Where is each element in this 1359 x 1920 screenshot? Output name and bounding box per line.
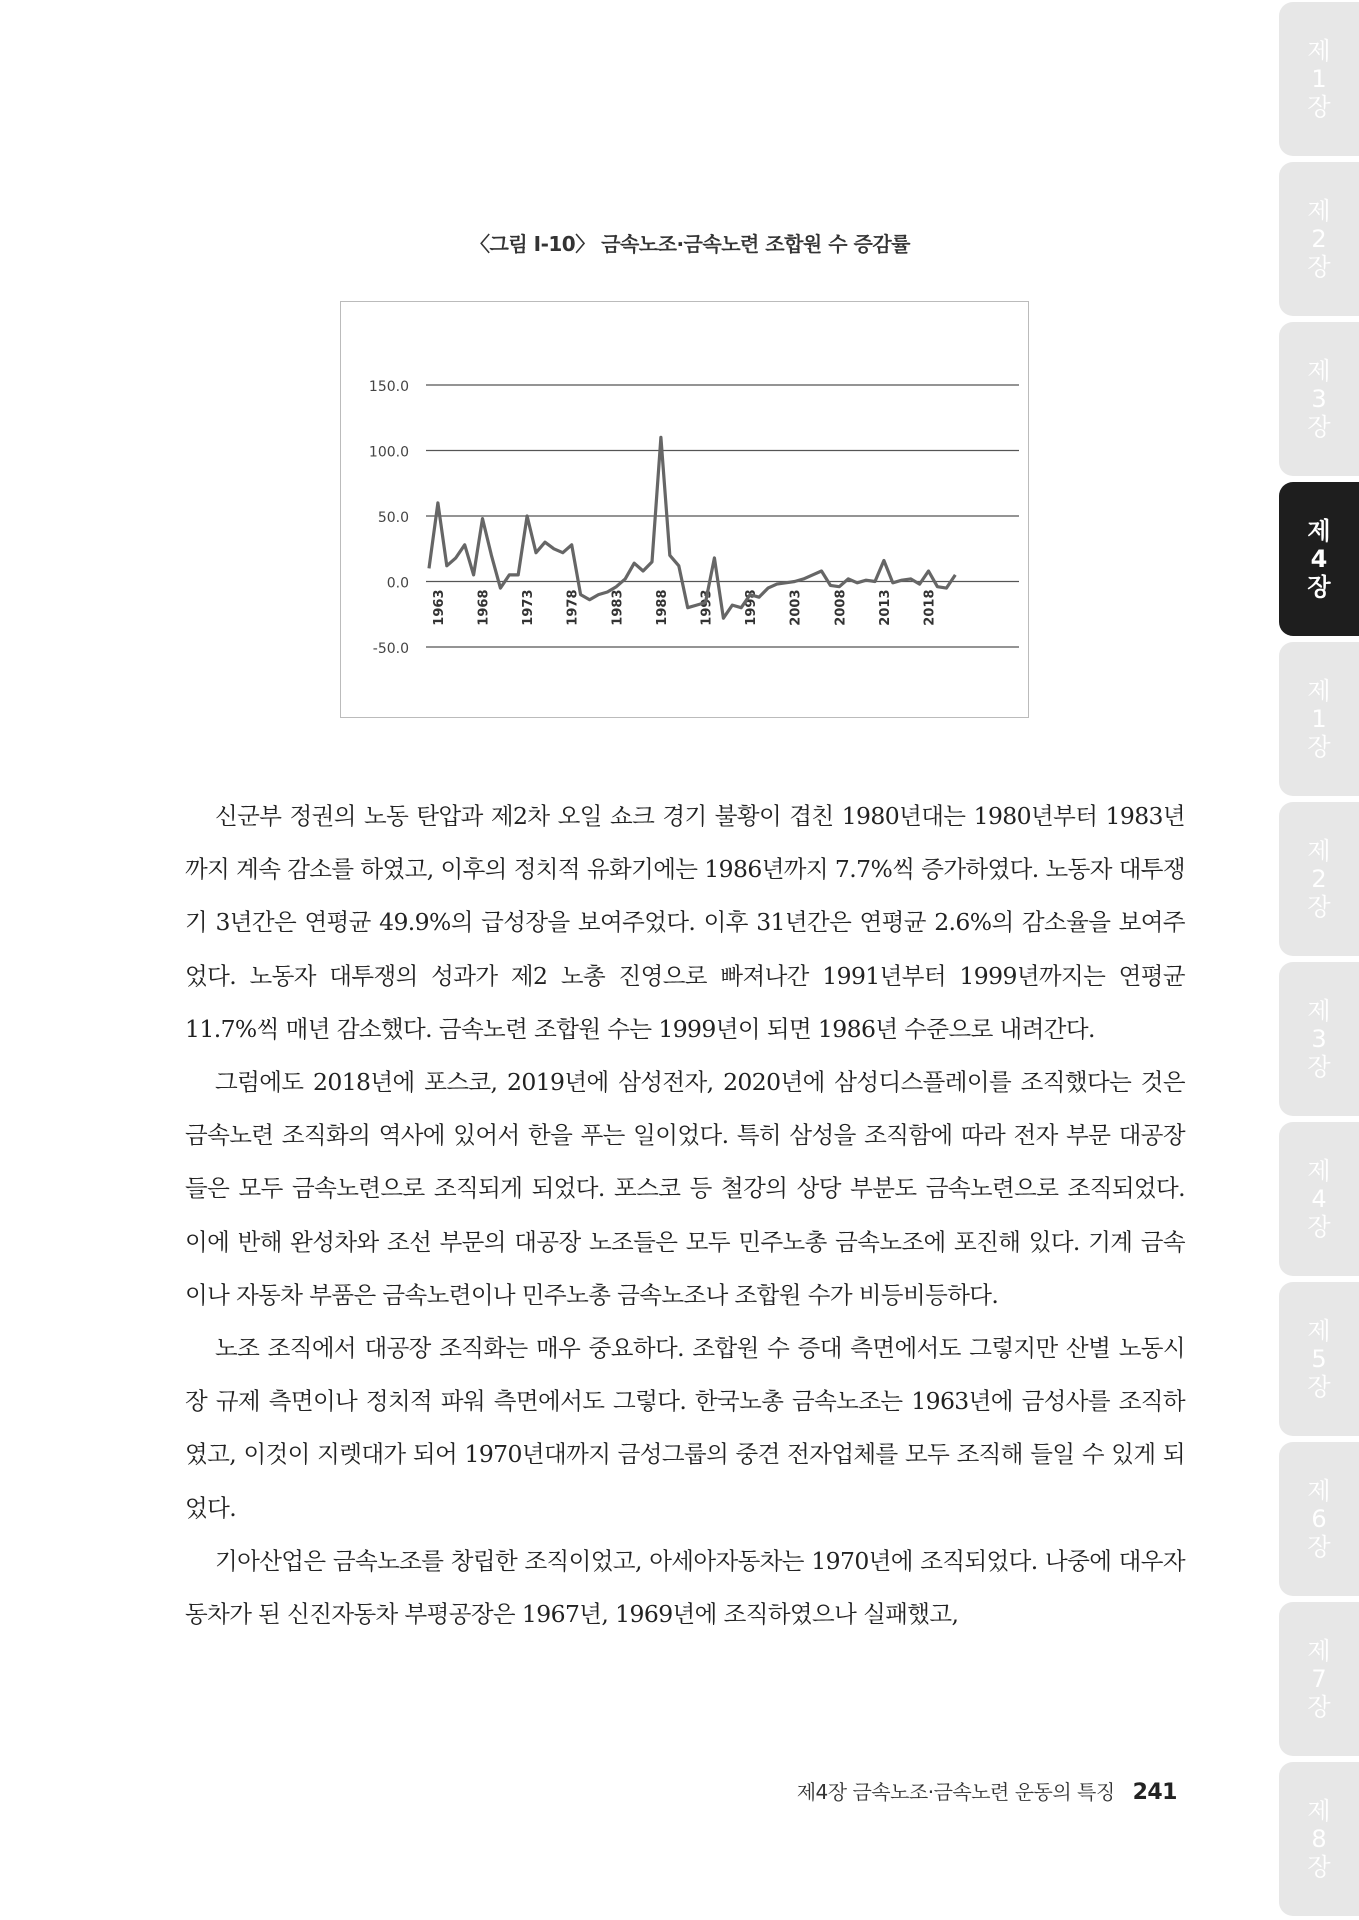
chapter-tab-label: 6 [1311,1505,1327,1533]
chart-container [340,301,1029,718]
chapter-tab-label: 7 [1311,1665,1327,1693]
chapter-tab-label: 제 [1307,1797,1331,1825]
paragraph: 기아산업은 금속노조를 창립한 조직이었고, 아세아자동차는 1970년에 조직되었다. 나중에 대우자동차가 된 신진자동차 부평공장은 1967년, 1969년에 조직하였으나 실패했고, [185,1546,1185,1629]
chapter-tab-label: 2 [1311,225,1327,253]
x-tick-label: 1973 [521,589,537,626]
chapter-tab[interactable] [1279,2,1359,156]
x-tick-label: 2013 [877,589,893,626]
chapter-tab-label: 8 [1311,1825,1327,1853]
chapter-tab-label: 3 [1311,385,1327,413]
chapter-tab-label: 1 [1311,705,1327,733]
chapter-tab[interactable] [1279,802,1359,956]
chapter-tab-label: 제 [1307,197,1331,225]
chapter-tab-label: 제 [1307,997,1331,1025]
chapter-tab-label: 장 [1307,1533,1331,1561]
chapter-tab-label: 4 [1310,545,1328,573]
figure-title: 〈그림 Ⅰ-10〉 금속노조·금속노련 조합원 수 증감률 [470,232,910,256]
chapter-tab-label: 장 [1307,413,1331,441]
line-chart [341,302,1028,717]
chapter-tab[interactable] [1279,322,1359,476]
chapter-tabs [1279,0,1359,1920]
x-tick-label: 1993 [699,589,715,626]
x-tick-label: 1998 [744,589,760,626]
chapter-tab[interactable] [1279,1282,1359,1436]
chapter-tab[interactable] [1279,962,1359,1116]
chapter-tab[interactable] [1279,642,1359,796]
running-chapter-title: 제4장 금속노조·금속노련 운동의 특징 [796,1780,1115,1804]
chapter-tab-label: 장 [1307,733,1331,761]
chapter-tab-label: 제 [1307,517,1331,545]
chapter-tab-label: 장 [1307,93,1331,121]
chapter-tab-label: 제 [1307,1157,1331,1185]
x-tick-label: 2018 [922,589,938,626]
chapter-tab-label: 1 [1311,65,1327,93]
x-tick-label: 1983 [610,589,626,626]
chapter-tab-label: 5 [1311,1345,1327,1373]
paragraph: 신군부 정권의 노동 탄압과 제2차 오일 쇼크 경기 불황이 겹친 1980년대는 1980년부터 1983년까지 계속 감소를 하였고, 이후의 정치적 유화기에는 1986년까지 7.7%씩 증가하였다. 노동자 대투쟁기 3년간은 연평균 49.9%의 급성장을 보여주었다. 이후 31년간은 연평균 2.6%의 감소율을 보여주었다. 노동자 대투쟁의 성과가 제2 노총 진영으로 빠져나간 1991년부터 1999년까지는 연평균 11.7%씩 매년 감소했다. 금속노련 조합원 수는 1999년이 되면 1986년 수준으로 내려간다. [185,802,1185,1043]
y-tick-label: 100.0 [368,444,409,461]
chapter-tab-label: 제 [1307,37,1331,65]
paragraph: 노조 조직에서 대공장 조직화는 매우 중요하다. 조합원 수 증대 측면에서도 그렇지만 산별 노동시장 규제 측면이나 정치적 파워 측면에서도 그렇다. 한국노총 금속노조는 1963년에 금성사를 조직하였고, 이것이 지렛대가 되어 1970년대까지 금성그룹의 중견 전자업체를 모두 조직해 들일 수 있게 되었다. [185,1334,1185,1522]
chapter-tab-label: 장 [1307,1053,1331,1081]
chapter-tab[interactable] [1279,1122,1359,1276]
chapter-tab[interactable] [1279,482,1359,636]
x-tick-label: 1963 [431,589,447,626]
chapter-tab-label: 장 [1307,1213,1331,1241]
chapter-tab-label: 제 [1307,677,1331,705]
chapter-tab-label: 장 [1307,573,1331,601]
chapter-tab-label: 제 [1307,1637,1331,1665]
y-tick-label: 150.0 [368,379,409,395]
y-tick-label: 50.0 [377,510,409,526]
chapter-tab-label: 장 [1307,1853,1331,1881]
x-tick-label: 2008 [833,589,849,626]
chapter-tab-label: 제 [1307,1317,1331,1345]
chapter-tab-label: 장 [1307,1373,1331,1401]
chapter-tab-label: 제 [1307,837,1331,865]
chapter-tab-label: 3 [1311,1025,1327,1053]
paragraph: 그럼에도 2018년에 포스코, 2019년에 삼성전자, 2020년에 삼성디스플레이를 조직했다는 것은 금속노련 조직화의 역사에 있어서 한을 푸는 일이었다. 특히 삼성을 조직함에 따라 전자 부문 대공장들은 모두 금속노련으로 조직되게 되었다. 포스코 등 철강의 상당 부분도 금속노련으로 조직되었다. 이에 반해 완성차와 조선 부문의 대공장 노조들은 모두 민주노총 금속노조에 포진해 있다. 기계 금속이나 자동차 부품은 금속노련이나 민주노총 금속노조나 조합원 수가 비등비등하다. [185,1068,1185,1309]
y-tick-label: 0.0 [386,575,409,592]
chapter-tab-label: 제 [1307,357,1331,385]
body-text [185,790,1185,1641]
chapter-tab[interactable] [1279,1602,1359,1756]
x-tick-label: 1988 [654,589,670,626]
x-tick-label: 1978 [565,589,581,626]
chapter-tab[interactable] [1279,162,1359,316]
chapter-tab-label: 장 [1307,253,1331,281]
page-footer [797,1776,1177,1805]
chapter-tab-label: 장 [1307,893,1331,921]
x-tick-label: 1968 [476,589,492,626]
series-line [429,437,955,618]
y-tick-label: -50.0 [372,641,409,657]
chapter-tab[interactable] [1279,1762,1359,1916]
x-tick-label: 2003 [788,589,804,626]
chapter-tab-label: 제 [1307,1477,1331,1505]
page-number: 241 [1132,1780,1177,1805]
chapter-tab-label: 장 [1307,1693,1331,1721]
chapter-tab-label: 2 [1311,865,1327,893]
chapter-tab-label: 4 [1311,1185,1327,1213]
chapter-tab[interactable] [1279,1442,1359,1596]
